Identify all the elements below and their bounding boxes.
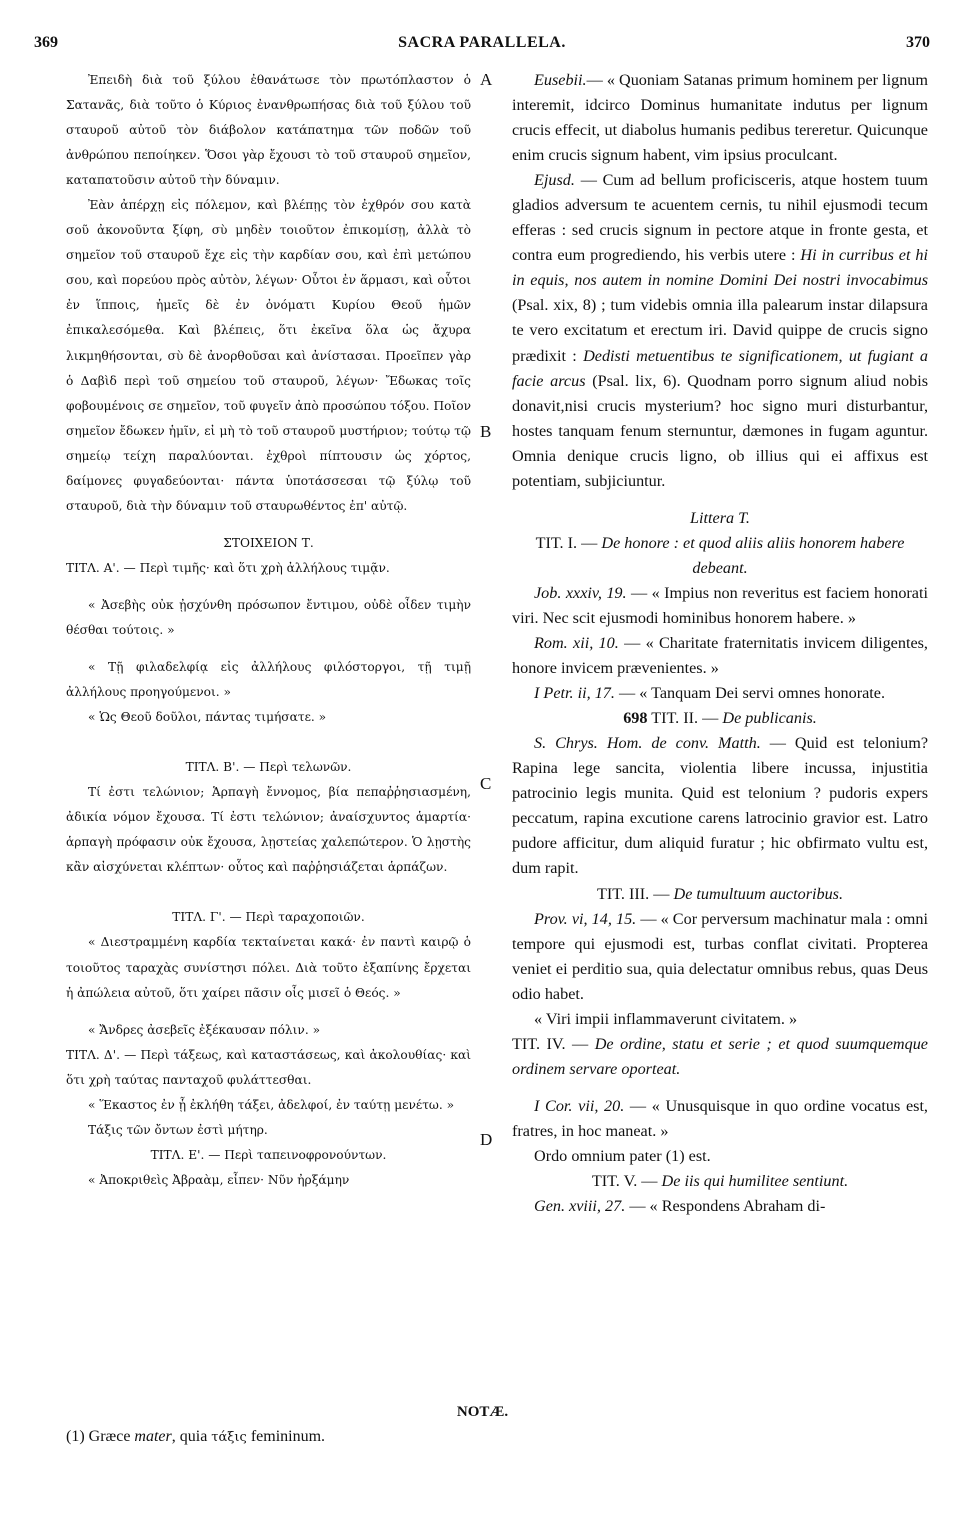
greek-tit2-head: ΤΙΤΛ. Β'. — Περὶ τελωνῶν. xyxy=(185,760,352,775)
greek-para-2: Ἐὰν ἀπέρχῃ εἰς πόλεμον, καὶ βλέπῃς τὸν ἐχθρόν σου κατὰ σοῦ ἀκονοῦντα ξίφη, σὺ μηδὲν τοιοῦτον ἐπικομίσῃ, ἀλλὰ τὸ σημεῖον τοῦ σταυροῦ ἔχε εἰς τὴν καρδίαν σου, καὶ ἐπὶ μετώπου σου, καὶ πορεύου πρὸς αὐτὸν, λέγων· Οὗτοι ἐν ἅρμασι, καὶ οὗτοι ἐν ἵπποις, ἡμεῖς δὲ ἐν ὀνόματι Κυρίου Θεοῦ ἡμῶν ἐπικαλεσόμεθα. Καὶ βλέπεις, ὅτι ἐκεῖνα ὅλα ὡς ἄχυρα λικμηθήσονται, σὺ δὲ ἀνορθοῦσαι καὶ ἀνίστασαι. Προεῖπεν γὰρ ὁ Δαβὶδ περὶ τοῦ σημείου τοῦ σταυροῦ, λέγων· Ἔδωκας τοῖς φοβουμένοις σε σημεῖον, τοῦ φυγεῖν ἀπὸ προσώπου τόξου. Ποῖον σημεῖον ἔδωκεν ἡμῖν, εἰ μὴ τὸ τοῦ σταυροῦ μυστήριον; τούτῳ τῷ σημείῳ τείχη παραλύονται. ἐχθροὶ πίπτουσιν ὡς χόρτος, δαίμονες φυγαδεύονται· πάντα ὑποτάσσεσαι τῷ ξύλῳ τοῦ σταυροῦ, διὰ τὴν δύναμιν τοῦ σταυρωθέντος ἐπ' αὐτῷ. xyxy=(66,198,471,513)
footnote-1-italic: mater xyxy=(134,1428,172,1445)
latin-tit1-quote2 xyxy=(512,631,928,681)
latin-para-2-quote2: Dedisti metuentibus te significationem, ut fugiant a facie arcus xyxy=(512,346,928,390)
latin-tit2-head xyxy=(512,706,928,731)
latin-tit4-head xyxy=(512,1032,928,1082)
left-page-number: 369 xyxy=(34,34,58,51)
latin-tit1-quote1 xyxy=(512,581,928,631)
footnote-1 xyxy=(66,1428,325,1446)
latin-tit5-title: De iis qui humilitee sentiunt. xyxy=(661,1172,849,1191)
latin-tit4-num: TIT. IV. — xyxy=(512,1034,595,1053)
latin-tit1-head xyxy=(512,531,928,581)
greek-para-1: Ἐπειδὴ διὰ τοῦ ξύλου ἐθανάτωσε τὸν πρωτόπλαστον ὁ Σατανᾶς, διὰ τοῦτο ὁ Κύριος ἐνανθρωπήσας διὰ τοῦ ξύλου τοῦ σταυροῦ αὐτοῦ τὸν διάβολον κατάπατημα τῶν ποδῶν τοῦ ἀνθρώπου πεποίηκεν. Ὅσοι γὰρ ἔχουσι τὸ τοῦ σταυροῦ σημεῖον, καταπατοῦσιν αὐτοῦ τὴν δύναμιν. xyxy=(66,73,471,188)
latin-tit1-ref1: Job. xxxiv, 19. xyxy=(534,583,627,602)
latin-tit3-ref: Prov. vi, 14, 15. xyxy=(534,909,637,928)
greek-tit1-quote2: « Τῇ φιλαδελφίᾳ εἰς ἀλλήλους φιλόστοργοι, τῇ τιμῇ ἀλλήλους προηγούμενοι. » xyxy=(66,660,471,700)
latin-tit1-q1: — « Impius non reveritus est faciem honorati viri. Nec scit ejusmodi hominibus honorem habere. » xyxy=(512,583,928,627)
latin-para-2-text-a: — Cum ad bellum proficisceris, atque hostem tuum gladios adversum te acuentem cernis, tu nihil ejusmodi tecum efferas : sed crucis signum in pectore atque in fronte gesta, et contra eum progrediendo, his verbis utere : xyxy=(512,171,928,265)
greek-stoicheion: ΣΤΟΙΧΕΙΟΝ Τ. xyxy=(223,535,314,550)
latin-tit2-body: — Quid est telonium? Rapina lege sancita, violentia libere incussa, injustitia patrocinio legis munita. Quid est telonium ? pudoris expers peccatum, rapina excutione carens latrocinio gravior est. Latro pudore afficitur, dum aliquid furatur ; hic obfirmato vultu est, dum rapit. xyxy=(512,734,929,878)
greek-tit1-quote1: « Ἀσεβὴς οὐκ ᾐσχύνθη πρόσωπον ἔντιμου, οὐδὲ οἶδεν τιμὴν θέσθαι τούτοις. » xyxy=(66,597,471,637)
column-number: 698 xyxy=(623,709,648,728)
latin-tit4-text: Ordo omnium pater (1) est. xyxy=(534,1146,711,1165)
latin-tit4-title: De ordine, statu et serie ; et quod suumquemque ordinem servare oporteat. xyxy=(512,1034,928,1078)
latin-tit2-title: De publicanis. xyxy=(722,709,817,728)
latin-para-2-ref1: (Psal. xix, 8) ; tum videbis omnia illa palearum instar dilapsura te vero excitatum et erectum iri. David quippe de crucis signo prædixit : xyxy=(512,296,928,365)
latin-tit5-quote xyxy=(512,1194,928,1219)
latin-para-2-source: Ejusd. xyxy=(534,171,575,190)
latin-tit1-quote3 xyxy=(512,681,928,706)
latin-tit5-head xyxy=(512,1169,928,1194)
latin-para-2-quote1: Hi in curribus et hi in equis, nos autem in nomine Domini Dei nostri invocabimus xyxy=(512,246,928,290)
greek-tit5-quote: « Ἀποκριθεὶς Ἀβραὰμ, εἶπεν· Νῦν ἠρξάμην xyxy=(88,1172,350,1187)
latin-tit5-q: — « Respondens Abraham di- xyxy=(625,1197,826,1216)
latin-tit3-text xyxy=(512,907,928,1007)
latin-tit2-num: TIT. II. — xyxy=(647,709,723,728)
footnote-1-greek: τάξις xyxy=(211,1430,247,1445)
latin-tit3-title: De tumultuum auctoribus. xyxy=(673,884,844,903)
margin-letter-c: C xyxy=(480,774,492,793)
latin-tit3-num: TIT. III. — xyxy=(596,884,674,903)
greek-tit4-quote: « Ἕκαστος ἐν ᾗ ἐκλήθη τάξει, ἀδελφοί, ἐν ταύτῃ μενέτω. » xyxy=(88,1097,455,1112)
margin-letter-a: A xyxy=(480,70,493,89)
running-title: SACRA PARALLELA. xyxy=(398,34,566,51)
latin-tit2-ref: S. Chrys. Hom. de conv. Matth. xyxy=(534,734,761,753)
latin-para-1-text: — « Quoniam Satanas primum hominem per lignum interemit, idcirco Dominus humanitate indutus per lignum crucis effecit, ut diabolus humanis pedibus tereretur. Quicunque enim crucis signum habent, vim ipsius proculcant. xyxy=(512,71,928,165)
greek-tit4-text: Τάξις τῶν ὄντων ἐστὶ μήτηρ. xyxy=(88,1122,268,1137)
greek-tit5-head: ΤΙΤΛ. Ε'. — Περὶ ταπεινοφρονούντων. xyxy=(150,1147,387,1162)
latin-tit3-quote2: « Viri impii inflammaverunt civitatem. » xyxy=(534,1009,798,1028)
latin-tit3-body: — « Cor perversum machinatur mala : omni tempore qui ejusmodi est, turbas conflat civitati. Propterea veniet ei perditio sua, quia delectatur omnibus rebus, quas Deus odio habet. xyxy=(512,909,928,1003)
latin-column xyxy=(512,68,928,1219)
latin-tit1-title: De honore : et quod aliis aliis honorem habere debeant. xyxy=(601,533,905,577)
latin-tit1-num: TIT. I. — xyxy=(535,533,602,552)
latin-tit4-q: — « Unusquisque in quo ordine vocatus est, fratres, in hoc maneat. » xyxy=(512,1096,928,1140)
notes-title: NOTÆ. xyxy=(456,1404,509,1420)
latin-tit1-q3: — « Tanquam Dei servi omnes honorate. xyxy=(614,684,886,703)
greek-tit1-quote3: « Ὡς Θεοῦ δοῦλοι, πάντας τιμήσατε. » xyxy=(88,710,327,725)
greek-tit2-text: Τί ἐστι τελώνιον; Ἁρπαγὴ ἔννομος, βία πεπαῤῥησιασμένη, ἀδικία νόμον ἔχουσα. Τί ἐστι τελώνιον; ἀναίσχυντος ἁμαρτία· ἁρπαγὴ πρόφασιν οὐκ ἔχουσα, λῃστείας χαλεπώτερον. Ὁ λῃστὴς κἂν αἰσχύνεται κλέπτων· οὗτος καὶ παῤῥησιάζεται ἁρπάζων. xyxy=(66,785,471,875)
greek-tit4-head: ΤΙΤΛ. Δ'. — Περὶ τάξεως, καὶ καταστάσεως, καὶ ἀκολουθίας· καὶ ὅτι χρὴ ταύτας πανταχοῦ φυλάττεσθαι. xyxy=(66,1047,471,1087)
latin-tit5-num: TIT. V. — xyxy=(591,1172,662,1191)
footnote-1-pre: (1) Græce xyxy=(66,1428,135,1445)
latin-tit2-text xyxy=(512,731,928,881)
margin-letter-b: B xyxy=(480,422,492,441)
latin-tit1-ref2: Rom. xii, 10. xyxy=(534,634,619,653)
greek-column xyxy=(66,68,471,1193)
greek-tit1-head: ΤΙΤΛ. Α'. — Περὶ τιμῆς· καὶ ὅτι χρὴ ἀλλήλους τιμᾷν. xyxy=(66,560,390,575)
latin-para-1 xyxy=(512,68,928,168)
latin-littera xyxy=(512,506,928,531)
latin-para-2 xyxy=(512,168,928,494)
margin-letter-d: D xyxy=(480,1130,493,1149)
latin-tit4-quote xyxy=(512,1094,928,1144)
latin-littera-text: Littera T. xyxy=(690,508,750,527)
latin-para-2-ref2: (Psal. lix, 6). Quodnam porro signum aliud nobis donavit,nisi crucis mysterium? hoc signo muri disturbantur, hostes tanquam fenum sternuntur, dæmones in fugam aguntur. Omnia denique crucis ligno, ob illius qui ei affixus est potentiam, subjiciuntur. xyxy=(512,371,928,490)
latin-tit4-ref: I Cor. vii, 20. xyxy=(534,1096,625,1115)
footnote-1-post: femininum. xyxy=(246,1428,326,1445)
latin-tit3-head xyxy=(512,882,928,907)
right-page-number: 370 xyxy=(906,34,930,51)
greek-tit3-text: « Διεστραμμένη καρδία τεκταίνεται κακά· ἐν παντὶ καιρῷ ὁ τοιοῦτος ταραχὰς συνίστησι πόλει. Διὰ τοῦτο ἐξαπίνης ἔρχεται ἡ ἀπώλεια αὐτοῦ, ὅτι χαίρει πᾶσιν οἷς μισεῖ ὁ Θεός. » xyxy=(66,935,471,1000)
latin-tit1-ref3: I Petr. ii, 17. xyxy=(534,684,615,703)
latin-tit5-ref: Gen. xviii, 27. xyxy=(534,1197,626,1216)
latin-para-1-source: Eusebii. xyxy=(534,71,587,89)
latin-tit1-q2: — « Charitate fraternitatis invicem diligentes, honore invicem prævenientes. » xyxy=(512,634,928,678)
greek-tit3-head: ΤΙΤΛ. Γ'. — Περὶ ταραχοποιῶν. xyxy=(172,910,365,925)
greek-tit3-quote2: « Ἄνδρες ἀσεβεῖς ἐξέκαυσαν πόλιν. » xyxy=(88,1022,321,1037)
page-header xyxy=(34,34,930,60)
footnote-1-mid: , quia xyxy=(171,1428,212,1445)
